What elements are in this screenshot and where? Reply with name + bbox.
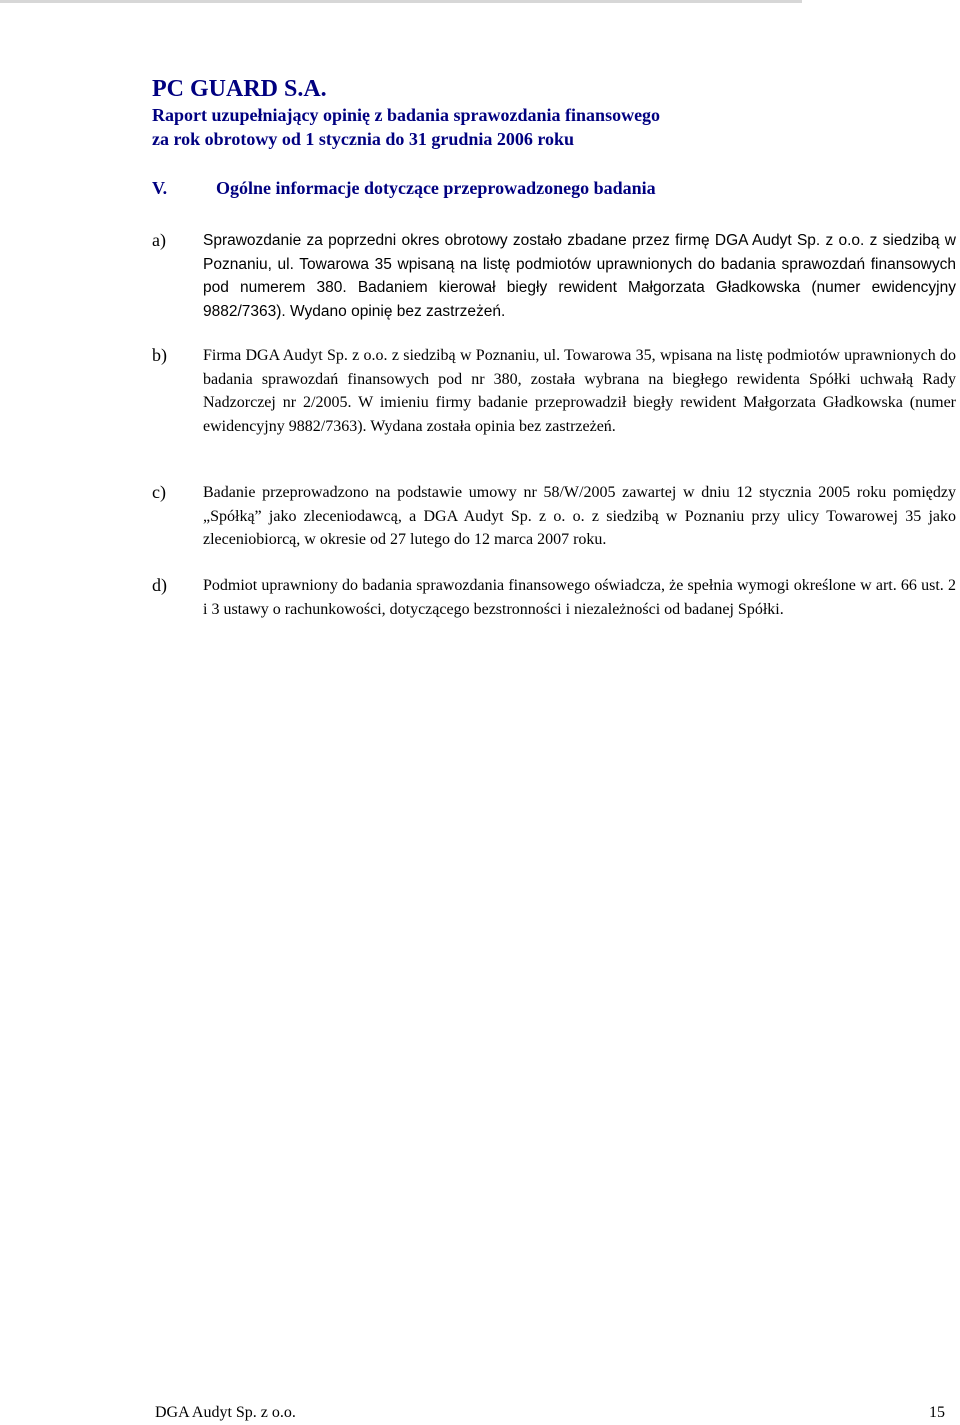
company-name: PC GUARD S.A. (152, 76, 327, 102)
section-title: Ogólne informacje dotyczące przeprowadzonego badania (216, 178, 656, 198)
paragraph-text: Badanie przeprowadzono na podstawie umowy nr 58/W/2005 zawartej w dniu 12 stycznia 2005 roku pomiędzy „Spółką” jako zleceniodawcą, a DGA Audyt Sp. z o. o. z siedzibą w Poznaniu przy ulicy Towarowej 35 jako zleceniobiorcą, w okresie od 27 lutego do 12 marca 2007 roku. (203, 484, 956, 548)
section-number: V. (152, 178, 168, 198)
report-header (152, 75, 932, 151)
paragraph-c (152, 481, 956, 552)
page-number: 15 (929, 1404, 945, 1421)
paragraph-a (152, 229, 956, 323)
paragraph-label: c) (152, 482, 166, 502)
paragraph-d (152, 574, 956, 621)
paragraph-b (152, 344, 956, 438)
paragraph-text: Sprawozdanie za poprzedni okres obrotowy zostało zbadane przez firmę DGA Audyt Sp. z o.o. z siedzibą w Poznaniu, ul. Towarowa 35 wpisaną na listę podmiotów uprawnionych do badania sprawozdań finansowych pod numerem 380. Badaniem kierował biegły rewident Małgorzata Gładkowska (numer ewidencyjny 9882/7363). Wydano opinię bez zastrzeżeń. (203, 232, 956, 320)
section-heading (152, 178, 656, 199)
footer-company: DGA Audyt Sp. z o.o. (155, 1404, 296, 1421)
paragraph-label: d) (152, 575, 167, 595)
report-subtitle-line2: za rok obrotowy od 1 stycznia do 31 grudnia 2006 roku (152, 129, 575, 149)
paragraph-text: Podmiot uprawniony do badania sprawozdania finansowego oświadcza, że spełnia wymogi określone w art. 66 ust. 2 i 3 ustawy o rachunkowości, dotyczącego bezstronności i niezależności od badanej Spółki. (203, 577, 956, 618)
report-subtitle-line1: Raport uzupełniający opinię z badania sprawozdania finansowego (152, 105, 661, 125)
paragraph-text: Firma DGA Audyt Sp. z o.o. z siedzibą w Poznaniu, ul. Towarowa 35, wpisana na listę podmiotów uprawnionych do badania sprawozdań finansowych pod nr 380, została wybrana na biegłego rewidenta Spółki uchwałą Rady Nadzorczej nr 2/2005. W imieniu firmy badanie przeprowadził biegły rewident Małgorzata Gładkowska (numer ewidencyjny 9882/7363). Wydana została opinia bez zastrzeżeń. (203, 347, 956, 435)
paragraph-label: b) (152, 345, 167, 365)
paragraph-label: a) (152, 230, 166, 250)
top-divider (0, 0, 802, 3)
